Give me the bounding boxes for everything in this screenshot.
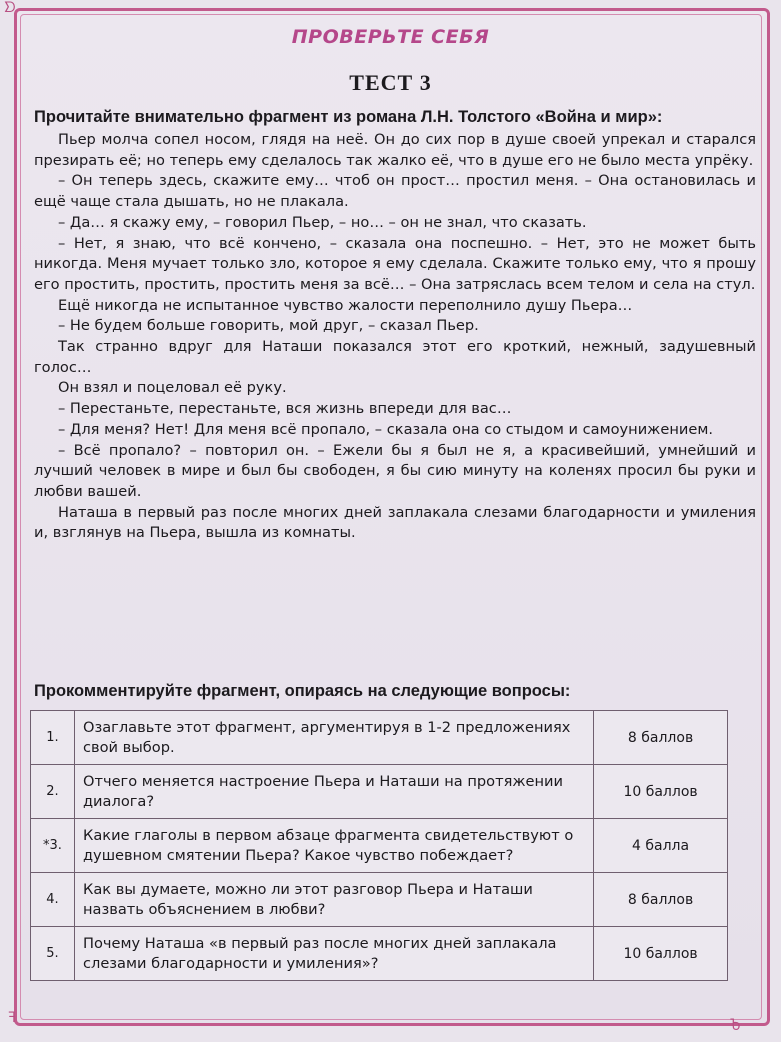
task-question: Озаглавьте этот фрагмент, аргументируя в 1-2 предложениях свой выбор.: [74, 711, 593, 765]
task-number: 5.: [31, 927, 75, 981]
table-row: [31, 711, 728, 765]
task-number: *3.: [31, 819, 75, 873]
passage: [34, 130, 756, 544]
table-row: [31, 819, 728, 873]
passage-paragraph: Он взял и поцеловал её руку.: [58, 379, 287, 397]
passage-paragraph: – Не будем больше говорить, мой друг, – сказал Пьер.: [58, 317, 479, 335]
corner-ornament-icon: ꟻ: [8, 1010, 17, 1026]
task-question: Как вы думаете, можно ли этот разговор Пьера и Наташи назвать объяснением в любви?: [74, 873, 593, 927]
task-points: 4 балла: [594, 819, 728, 873]
task-question: Отчего меняется настроение Пьера и Наташи на протяжении диалога?: [74, 765, 593, 819]
passage-paragraph: – Нет, я знаю, что всё кончено, – сказала она поспешно. – Нет, это не может быть никогда. Меня мучает только зло, которое я ему сделала. Скажите только ему, что я прошу его простить, простить, простить меня за всё… – Она затряслась всем телом и села на стул.: [34, 234, 756, 293]
table-row: [31, 873, 728, 927]
task-number: 2.: [31, 765, 75, 819]
task-heading: Прокомментируйте фрагмент, опираясь на следующие вопросы:: [34, 682, 571, 700]
tasks-table: [30, 710, 728, 981]
task-question: Какие глаголы в первом абзаце фрагмента свидетельствуют о душевном смятении Пьера? Какое чувство побеждает?: [74, 819, 593, 873]
task-points: 10 баллов: [594, 927, 728, 981]
task-number: 4.: [31, 873, 75, 927]
task-number: 1.: [31, 711, 75, 765]
corner-ornament-icon: Ⴆ: [730, 1018, 741, 1034]
passage-paragraph: – Всё пропало? – повторил он. – Ежели бы я был не я, а красивейший, умнейший и лучший человек в мире и был бы свободен, я бы сию минуту на коленях просил бы руки и любви вашей.: [34, 441, 756, 500]
passage-paragraph: Так странно вдруг для Наташи показался этот его кроткий, нежный, задушевный голос…: [34, 338, 756, 376]
task-points: 10 баллов: [594, 765, 728, 819]
section-title: ПРОВЕРЬТЕ СЕБЯ: [291, 26, 490, 48]
passage-paragraph: Наташа в первый раз после многих дней заплакала слезами благодарности и умиления и, взглянув на Пьера, вышла из комнаты.: [34, 503, 756, 542]
table-row: [31, 927, 728, 981]
passage-paragraph: Пьер молча сопел носом, глядя на неё. Он до сих пор в душе своей упрекал и старался презирать её; но теперь ему сделалось так жалко её, что в душе его не было места упрёку.: [34, 131, 756, 169]
passage-paragraph: – Перестаньте, перестаньте, вся жизнь впереди для вас…: [58, 400, 512, 418]
task-question: Почему Наташа «в первый раз после многих дней заплакала слезами благодарности и умиления»?: [74, 927, 593, 981]
passage-paragraph: Ещё никогда не испытанное чувство жалости переполнило душу Пьера…: [58, 296, 633, 314]
table-row: [31, 765, 728, 819]
passage-paragraph: – Да… я скажу ему, – говорил Пьер, – но… – он не знал, что сказать.: [58, 213, 587, 231]
corner-ornament-icon: ᗤ: [4, 0, 16, 16]
instruction: Прочитайте внимательно фрагмент из романа Л.Н. Толстого «Война и мир»:: [34, 108, 663, 126]
passage-paragraph: – Для меня? Нет! Для меня всё пропало, – сказала она со стыдом и самоунижением.: [58, 420, 713, 438]
test-title: ТЕСТ 3: [349, 70, 432, 95]
task-points: 8 баллов: [594, 873, 728, 927]
passage-paragraph: – Он теперь здесь, скажите ему… чтоб он прост… простил меня. – Она остановилась и ещё чаще стала дышать, но не плакала.: [34, 172, 756, 211]
task-points: 8 баллов: [594, 711, 728, 765]
